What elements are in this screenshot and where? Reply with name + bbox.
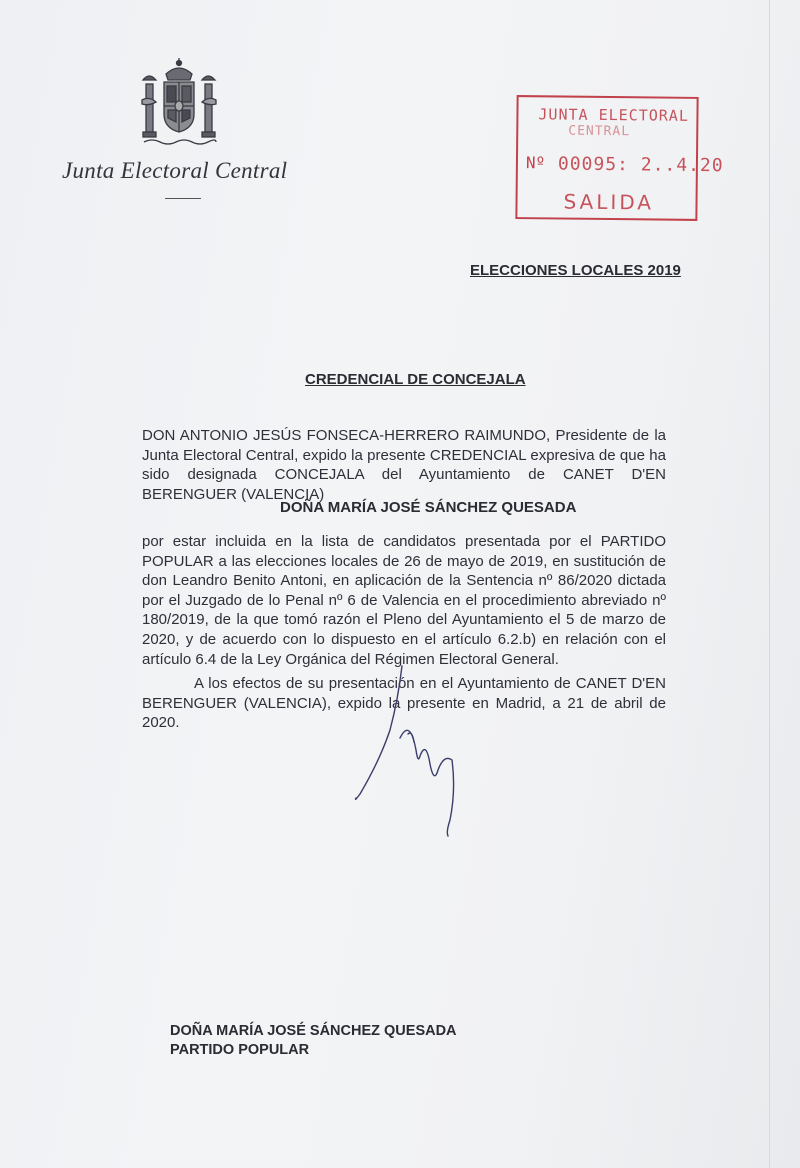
stamp-line-2: CENTRAL [568,123,631,140]
addressee-party: PARTIDO POPULAR [170,1042,310,1058]
stamp-number-label: Nº [525,153,546,173]
signature-icon [340,660,480,840]
stamp-line-1: JUNTA ELECTORAL [538,105,690,125]
document-title: CREDENCIAL DE CONCEJALA [305,371,526,388]
organization-name: Junta Electoral Central [62,158,288,183]
addressee-block [170,1022,457,1060]
paragraph-issuance: A los efectos de su presentación en el Ayuntamiento de CANET D'EN BERENGUER (VALENCIA), expido la presente en Madrid, a 21 de abril de 2020. [142,675,666,732]
addressee-name: DOÑA MARÍA JOSÉ SÁNCHEZ QUESADA [170,1023,457,1039]
registry-stamp [515,95,724,221]
paragraph-basis: por estar incluida en la lista de candidatos presentada por el PARTIDO POPULAR a las elecciones locales de 26 de mayo de 2019, en sustitución de don Leandro Benito Antoni, en aplicación de la Sentencia nº 86/2020 dictada por el Juzgado de lo Penal nº 6 de Valencia en el procedimiento abreviado nº 180/2019, de la que tomó razón el Pleno del Ayuntamiento el 5 de marzo de 2020, y de acuerdo con lo dispuesto en el artículo 6.2.b) en relación con el artículo 6.4 de la Ley Orgánica del Régimen Electoral General. [142,533,666,668]
letterhead-divider [165,198,201,199]
paragraph-issuer: DON ANTONIO JESÚS FONSECA-HERRERO RAIMUNDO, Presidente de la Junta Electoral Central, expido la presente CREDENCIAL expresiva de que ha sido designada CONCEJALA del Ayuntamiento de CANET D'EN BERENGUER (VALENCIA) [142,427,666,503]
designee-name: DOÑA MARÍA JOSÉ SÁNCHEZ QUESADA [280,499,577,516]
election-heading: ELECCIONES LOCALES 2019 [470,262,681,279]
coat-of-arms-icon [138,56,220,148]
stamp-number: 00095: 2..4.20 [557,153,724,177]
page-edge [769,0,770,1168]
stamp-type: SALIDA [563,189,655,215]
